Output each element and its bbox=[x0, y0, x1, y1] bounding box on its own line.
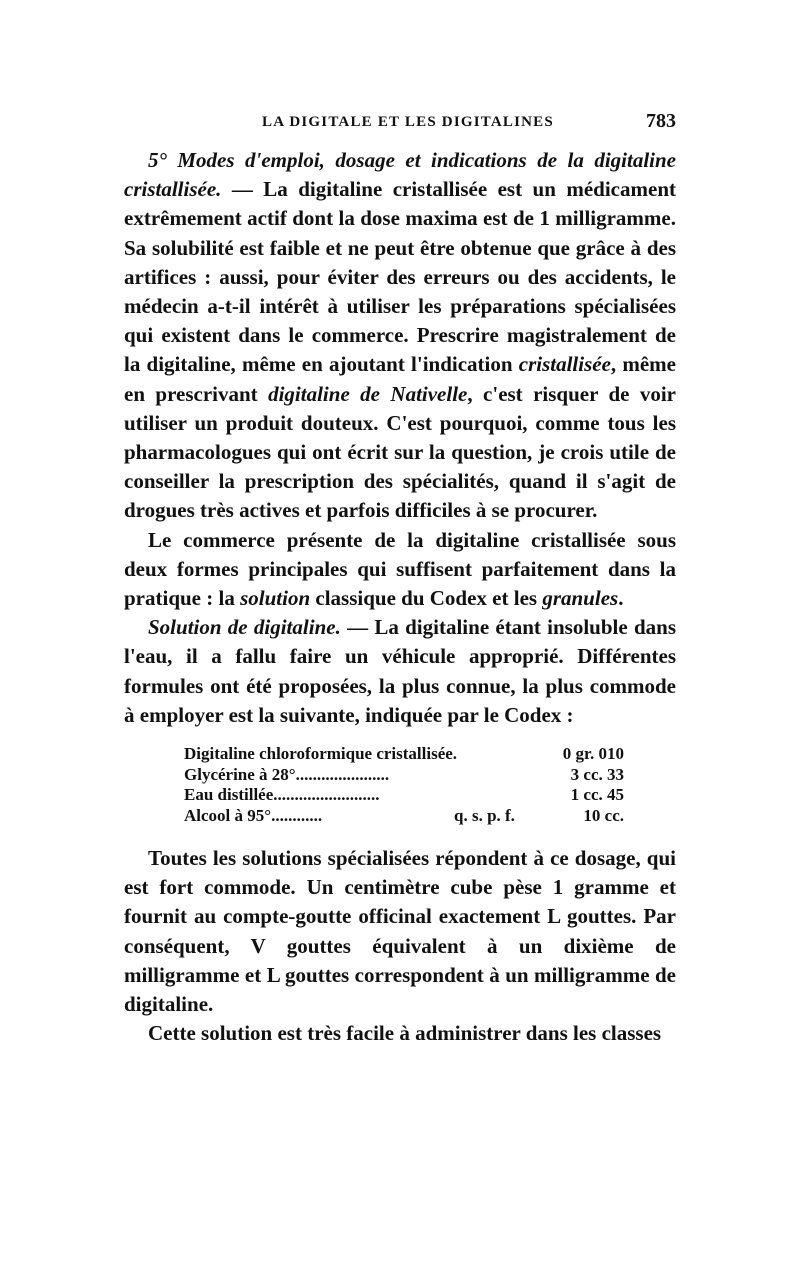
paragraph-text: Le commerce présente de la digitaline cristallisée sous deux formes principales qui suffisent parfaitement dans la pratique : la bbox=[124, 527, 676, 611]
paragraph-text: , même en prescrivant bbox=[124, 352, 676, 406]
running-title: LA DIGITALE ET LES DIGITALINES bbox=[262, 114, 554, 130]
page-header bbox=[124, 110, 676, 142]
paragraph-text: , c'est risquer de voir utiliser un produit douteux. C'est pourquoi, comme tous les pharmacologues qui ont écrit sur la question, je crois utile de conseiller la prescription des spécialités, quand il s'agit de drogues très actives et parfois difficiles à se procurer. bbox=[124, 381, 677, 523]
paragraph-solution bbox=[124, 613, 676, 730]
italic-term: solution bbox=[240, 586, 311, 611]
paragraph-text: . bbox=[618, 586, 624, 611]
section-heading: 5° Modes d'emploi, dosage et indications de la digitaline cristallisée. bbox=[124, 148, 676, 202]
formula-quantity: 10 cc. bbox=[583, 805, 624, 825]
italic-term: digitaline de Nativelle bbox=[268, 381, 468, 406]
codex-formula bbox=[184, 744, 624, 826]
paragraph-modes-emploi bbox=[124, 146, 676, 526]
formula-row bbox=[184, 785, 624, 806]
italic-term: cristallisée bbox=[518, 352, 611, 377]
paragraph-text: Cette solution est très facile à administrer dans les classes bbox=[148, 1021, 662, 1046]
formula-ingredient: Digitaline chloroformique cristallisée. bbox=[184, 744, 458, 764]
formula-quantity: 1 cc. 45 bbox=[570, 785, 624, 805]
formula-qs-note: q. s. p. f. bbox=[454, 805, 515, 825]
formula-ingredient: Glycérine à 28°...................... bbox=[184, 764, 390, 784]
paragraph-dosage bbox=[124, 844, 676, 1019]
document-page bbox=[124, 110, 676, 1048]
formula-ingredient: Alcool à 95°............ bbox=[184, 805, 323, 825]
paragraph-text: — La digitaline étant insoluble dans l'eau, il a fallu faire un véhicule approprié. Différentes formules ont été proposées, la plus connue, la plus commode à employer est la suivante, indiquée par le Codex : bbox=[124, 615, 676, 727]
paragraph-text: Toutes les solutions spécialisées répondent à ce dosage, qui est fort commode. Un centimètre cube pèse 1 gramme et fournit au compte-goutte officinal exactement L gouttes. Par conséquent, V gouttes équivalent à un dixième de milligramme et L gouttes correspondent à un milligramme de digitaline. bbox=[124, 846, 676, 1017]
formula-ingredient: Eau distillée......................... bbox=[184, 785, 380, 805]
formula-row bbox=[184, 765, 624, 786]
formula-quantity: 3 cc. 33 bbox=[570, 764, 624, 784]
paragraph-commerce bbox=[124, 526, 676, 614]
body-text bbox=[124, 146, 676, 1048]
formula-row bbox=[184, 806, 624, 827]
paragraph-text: classique du Codex et les bbox=[310, 586, 543, 611]
formula-row bbox=[184, 744, 624, 765]
page-number: 783 bbox=[646, 110, 676, 132]
paragraph-text: — La digitaline cristallisée est un médicament extrêmement actif dont la dose maxima est de 1 milligramme. Sa solubilité est faible et ne peut être obtenue que grâce à des artifices : aussi, pour éviter des erreurs ou des accidents, le médecin a-t-il intérêt à utiliser les préparations spécialisées qui existent dans le commerce. Prescrire magistralement de la digitaline, même en ajoutant l'indication bbox=[124, 177, 676, 377]
formula-quantity: 0 gr. 010 bbox=[562, 744, 624, 764]
section-heading: Solution de digitaline. bbox=[148, 615, 341, 640]
italic-term: granules bbox=[542, 586, 619, 611]
paragraph-administration bbox=[124, 1019, 676, 1048]
